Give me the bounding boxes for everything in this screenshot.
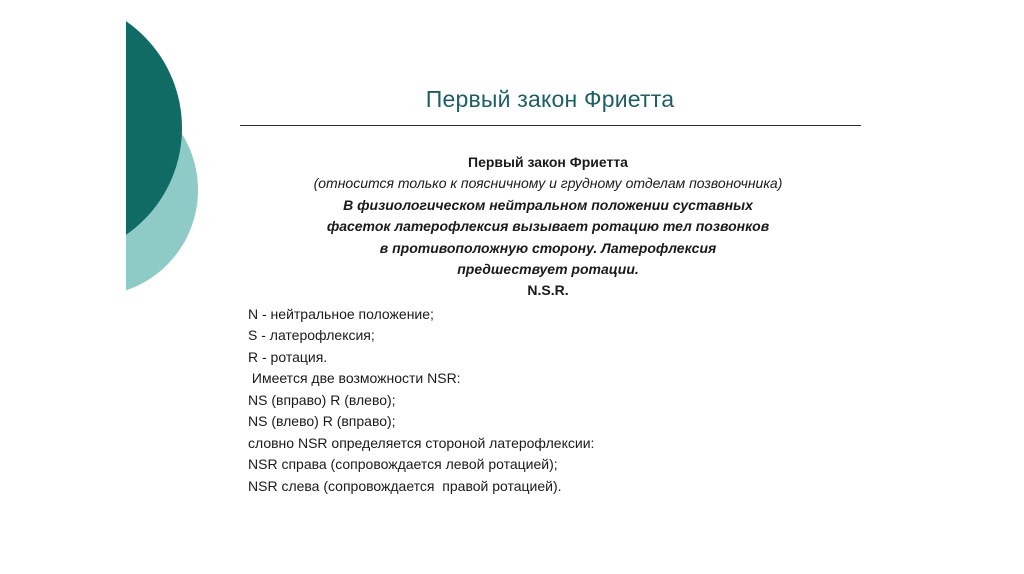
acronym: N.S.R. — [527, 282, 569, 299]
law-line: фасеток латерофлексия вызывает ротацию тел позвонков — [326, 218, 770, 235]
title-divider — [240, 125, 861, 126]
list-item: NSR справа (сопровождается левой ротацией); — [248, 456, 558, 473]
list-item: словно NSR определяется стороной латерофлексии: — [248, 434, 595, 451]
law-line: в противоположную сторону. Латерофлексия — [379, 239, 717, 256]
slide-body — [248, 152, 868, 497]
scope-subtitle: (относится только к поясничному и грудному отделам позвоночника) — [313, 175, 783, 192]
law-line: В физиологическом нейтральном положении суставных — [343, 196, 753, 213]
law-statement — [248, 152, 848, 302]
list-item: R - ротация. — [248, 348, 328, 365]
list-item: NS (вправо) R (влево); — [248, 391, 396, 408]
block-heading: Первый закон Фриетта — [468, 154, 628, 170]
decorative-shapes — [0, 0, 260, 574]
left-mask — [0, 0, 126, 574]
list-item: Имеется две возможности NSR: — [248, 370, 461, 387]
list-item: NS (влево) R (вправо); — [248, 413, 396, 430]
slide-title: Первый закон Фриетта — [425, 86, 675, 112]
list-item: S - латерофлексия; — [248, 327, 375, 344]
law-line: предшествует ротации. — [457, 261, 639, 278]
definition-list — [248, 304, 868, 498]
list-item: N - нейтральное положение; — [248, 305, 434, 322]
list-item: NSR слева (сопровождается правой ротацией). — [248, 477, 562, 494]
